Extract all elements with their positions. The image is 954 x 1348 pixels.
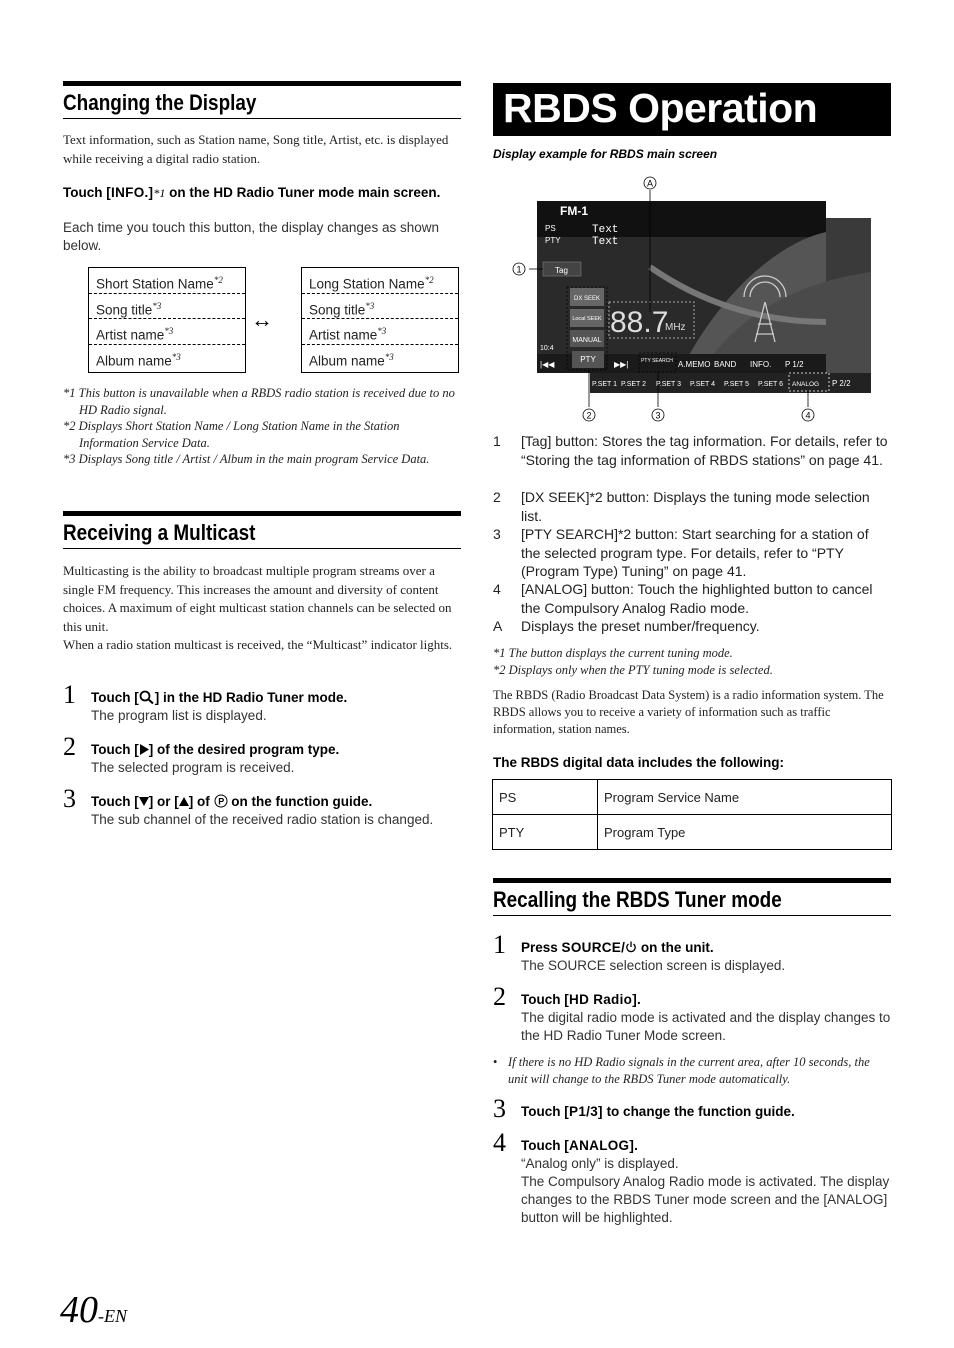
double-arrow-icon: ↔ (251, 307, 273, 332)
dx-seek-button: DX SEEK (573, 296, 601, 302)
fn-button: INFO. (750, 360, 772, 369)
section-heading-changing-display: Changing the Display (63, 81, 461, 119)
fn-button: ANALOG (792, 381, 820, 388)
display-box-short (88, 267, 246, 373)
p-circle-icon (214, 794, 228, 808)
multicast-para1: Multicasting is the ability to broadcast multiple program streams over a single FM frequency. This increases the amount and diversity of content choices. A maximum of eight multicast station channels can be selected on this unit. (63, 563, 452, 634)
frequency-value: 88.7 (610, 306, 669, 339)
step-number: 1 (493, 930, 506, 959)
step-desc: The SOURCE selection screen is displayed. (521, 958, 786, 973)
box-row: Artist name$^{*3}$ (89, 319, 245, 345)
box-row: Short Station Name$^{*2}$ (89, 268, 245, 294)
table-cell: Program Service Name (598, 780, 892, 815)
legend-item: 4 [ANALOG] button: Touch the highlighted button to cancel the Compulsory Analog Radio mode. (493, 581, 873, 616)
step-instruction: Touch [ ] or [ ] of P on the function guide. (91, 794, 373, 809)
footnote: *2 Displays Short Station Name / Long Station Name in the Station Information Service Data. (63, 419, 400, 450)
fn-button: P.SET 6 (758, 381, 784, 388)
step-number: 2 (63, 732, 76, 761)
step-desc: The program list is displayed. (91, 708, 267, 723)
step-instruction: Touch [P1/3] to change the function guide. (521, 1104, 795, 1119)
play-icon (139, 744, 149, 755)
fn-button: |◀◀ (540, 360, 555, 369)
fn-button: BAND (714, 360, 737, 369)
fn-button: P 1/2 (785, 360, 804, 369)
tag-button: Tag (555, 266, 568, 275)
manual-button: MANUAL (572, 337, 602, 344)
svg-text:P: P (217, 796, 224, 807)
legend-item: A Displays the preset number/frequency. (493, 618, 760, 634)
footnote: *2 Displays only when the PTY tuning mode is selected. (493, 662, 773, 677)
rbds-data-heading: The RBDS digital data includes the following: (493, 755, 785, 770)
box-row: Long Station Name$^{*2}$ (302, 268, 458, 294)
step-number: 2 (493, 982, 506, 1011)
up-triangle-icon (179, 796, 189, 806)
info-instruction: Touch [INFO.]*1 on the HD Radio Tuner mode main screen. (63, 185, 441, 200)
fn-button: P.SET 2 (621, 381, 647, 388)
pty-button: PTY (580, 355, 596, 364)
search-icon (139, 690, 155, 704)
title-banner (493, 83, 891, 136)
clock: 10:4 (540, 345, 554, 352)
fn-button: P.SET 4 (690, 381, 716, 388)
info-instruction-desc: Each time you touch this button, the display changes as shown below. (63, 220, 439, 253)
callout-label: 3 (655, 410, 661, 421)
fn-button: P.SET 1 (592, 381, 618, 388)
step-number: 4 (493, 1128, 506, 1157)
down-triangle-icon (139, 796, 149, 806)
table-row (493, 780, 892, 815)
ps-label: PS (545, 224, 556, 233)
display-caption: Display example for RBDS main screen (493, 147, 718, 161)
screen-graphic (500, 172, 885, 427)
legend-item: 2 [DX SEEK]*2 button: Displays the tuning mode selection list. (493, 489, 870, 524)
step-number: 1 (63, 680, 76, 709)
fn-button: ▶▶| (614, 360, 629, 369)
footnote: *3 Displays Song title / Artist / Album in the main program Service Data. (63, 452, 430, 466)
fn-button: P 2/2 (832, 379, 851, 388)
changing-display-intro: Text information, such as Station name, Song title, Artist, etc. is displayed while receiving a digital radio station. (63, 132, 449, 166)
right-footnotes (493, 645, 891, 678)
step-instruction: Touch [ANALOG]. (521, 1138, 638, 1153)
page-title: RBDS Operation (503, 85, 818, 131)
local-seek-button: Local SEEK (572, 316, 602, 322)
step-instruction: Touch [ ] in the HD Radio Tuner mode. (91, 690, 348, 705)
frequency-unit: MHz (665, 322, 686, 333)
section-heading-recall: Recalling the RBDS Tuner mode (493, 878, 891, 916)
callout-label: 1 (516, 264, 522, 275)
box-row: Artist name$^{*3}$ (302, 319, 458, 345)
ps-value: Text (592, 224, 619, 236)
step-instruction: Press SOURCE/ on the unit. (521, 940, 714, 955)
step-number: 3 (63, 784, 76, 813)
step-instruction: Touch [ ] of the desired program type. (91, 742, 340, 757)
table-row (493, 815, 892, 850)
box-row: Song title$^{*3}$ (89, 294, 245, 320)
footnote: *1 This button is unavailable when a RBDS radio station is received due to no HD Radio signal. (63, 386, 455, 417)
multicast-para (63, 562, 461, 655)
table-cell: Program Type (598, 815, 892, 850)
step-desc: The sub channel of the received radio station is changed. (91, 812, 434, 827)
pty-value: Text (592, 236, 619, 248)
section-heading-multicast: Receiving a Multicast (63, 511, 461, 549)
legend-item: 1 [Tag] button: Stores the tag information. For details, refer to “Storing the tag information of RBDS stations” on page 41. (493, 433, 888, 468)
step-desc: “Analog only” is displayed. The Compulsory Analog Radio mode is activated. The display changes to the RBDS Tuner mode screen and the [ANALOG] button will be highlighted. (521, 1156, 890, 1225)
pty-label: PTY (545, 236, 561, 245)
table-cell: PS (493, 780, 598, 815)
step-desc: The selected program is received. (91, 760, 295, 775)
multicast-para2: When a radio station multicast is received, the “Multicast” indicator lights. (63, 637, 453, 652)
fn-button: P.SET 5 (724, 381, 750, 388)
legend-item: 3 [PTY SEARCH]*2 button: Start searching for a station of the selected program type. For details, refer to “PTY (Program Type) Tuning” on page 41. (493, 526, 869, 579)
box-row: Album name$^{*3}$ (309, 351, 394, 368)
bullet-note: • If there is no HD Radio signals in the current area, after 10 seconds, the unit will change to the RBDS Tuner mode automatically. (493, 1055, 870, 1086)
step-number: 3 (493, 1094, 506, 1123)
footnote-list (63, 385, 461, 468)
step-desc: The digital radio mode is activated and the display changes to the HD Radio Tuner Mode screen. (521, 1010, 891, 1043)
rbds-data-table (492, 779, 892, 850)
band-label: FM-1 (560, 204, 588, 218)
callout-label: 4 (805, 410, 811, 421)
fn-button: A.MEMO (678, 360, 711, 369)
power-icon (625, 941, 637, 953)
fn-button: P.SET 3 (656, 381, 682, 388)
display-box-long (301, 267, 459, 373)
table-cell: PTY (493, 815, 598, 850)
rbds-screen-illustration (500, 172, 885, 427)
step-instruction: Touch [HD Radio]. (521, 992, 641, 1007)
footnote: *1 The button displays the current tuning mode. (493, 646, 733, 660)
box-row: Album name$^{*3}$ (96, 351, 181, 368)
callout-label: 2 (586, 410, 592, 421)
pty-search-button: PTY SEARCH (641, 358, 673, 364)
rbds-para: The RBDS (Radio Broadcast Data System) is a radio information system. The RBDS allows you to receive a variety of information such as traffic information, station names. (493, 688, 884, 736)
callout-label: A (646, 178, 654, 189)
box-row: Song title$^{*3}$ (302, 294, 458, 320)
page-number: 40-EN (60, 1289, 127, 1331)
